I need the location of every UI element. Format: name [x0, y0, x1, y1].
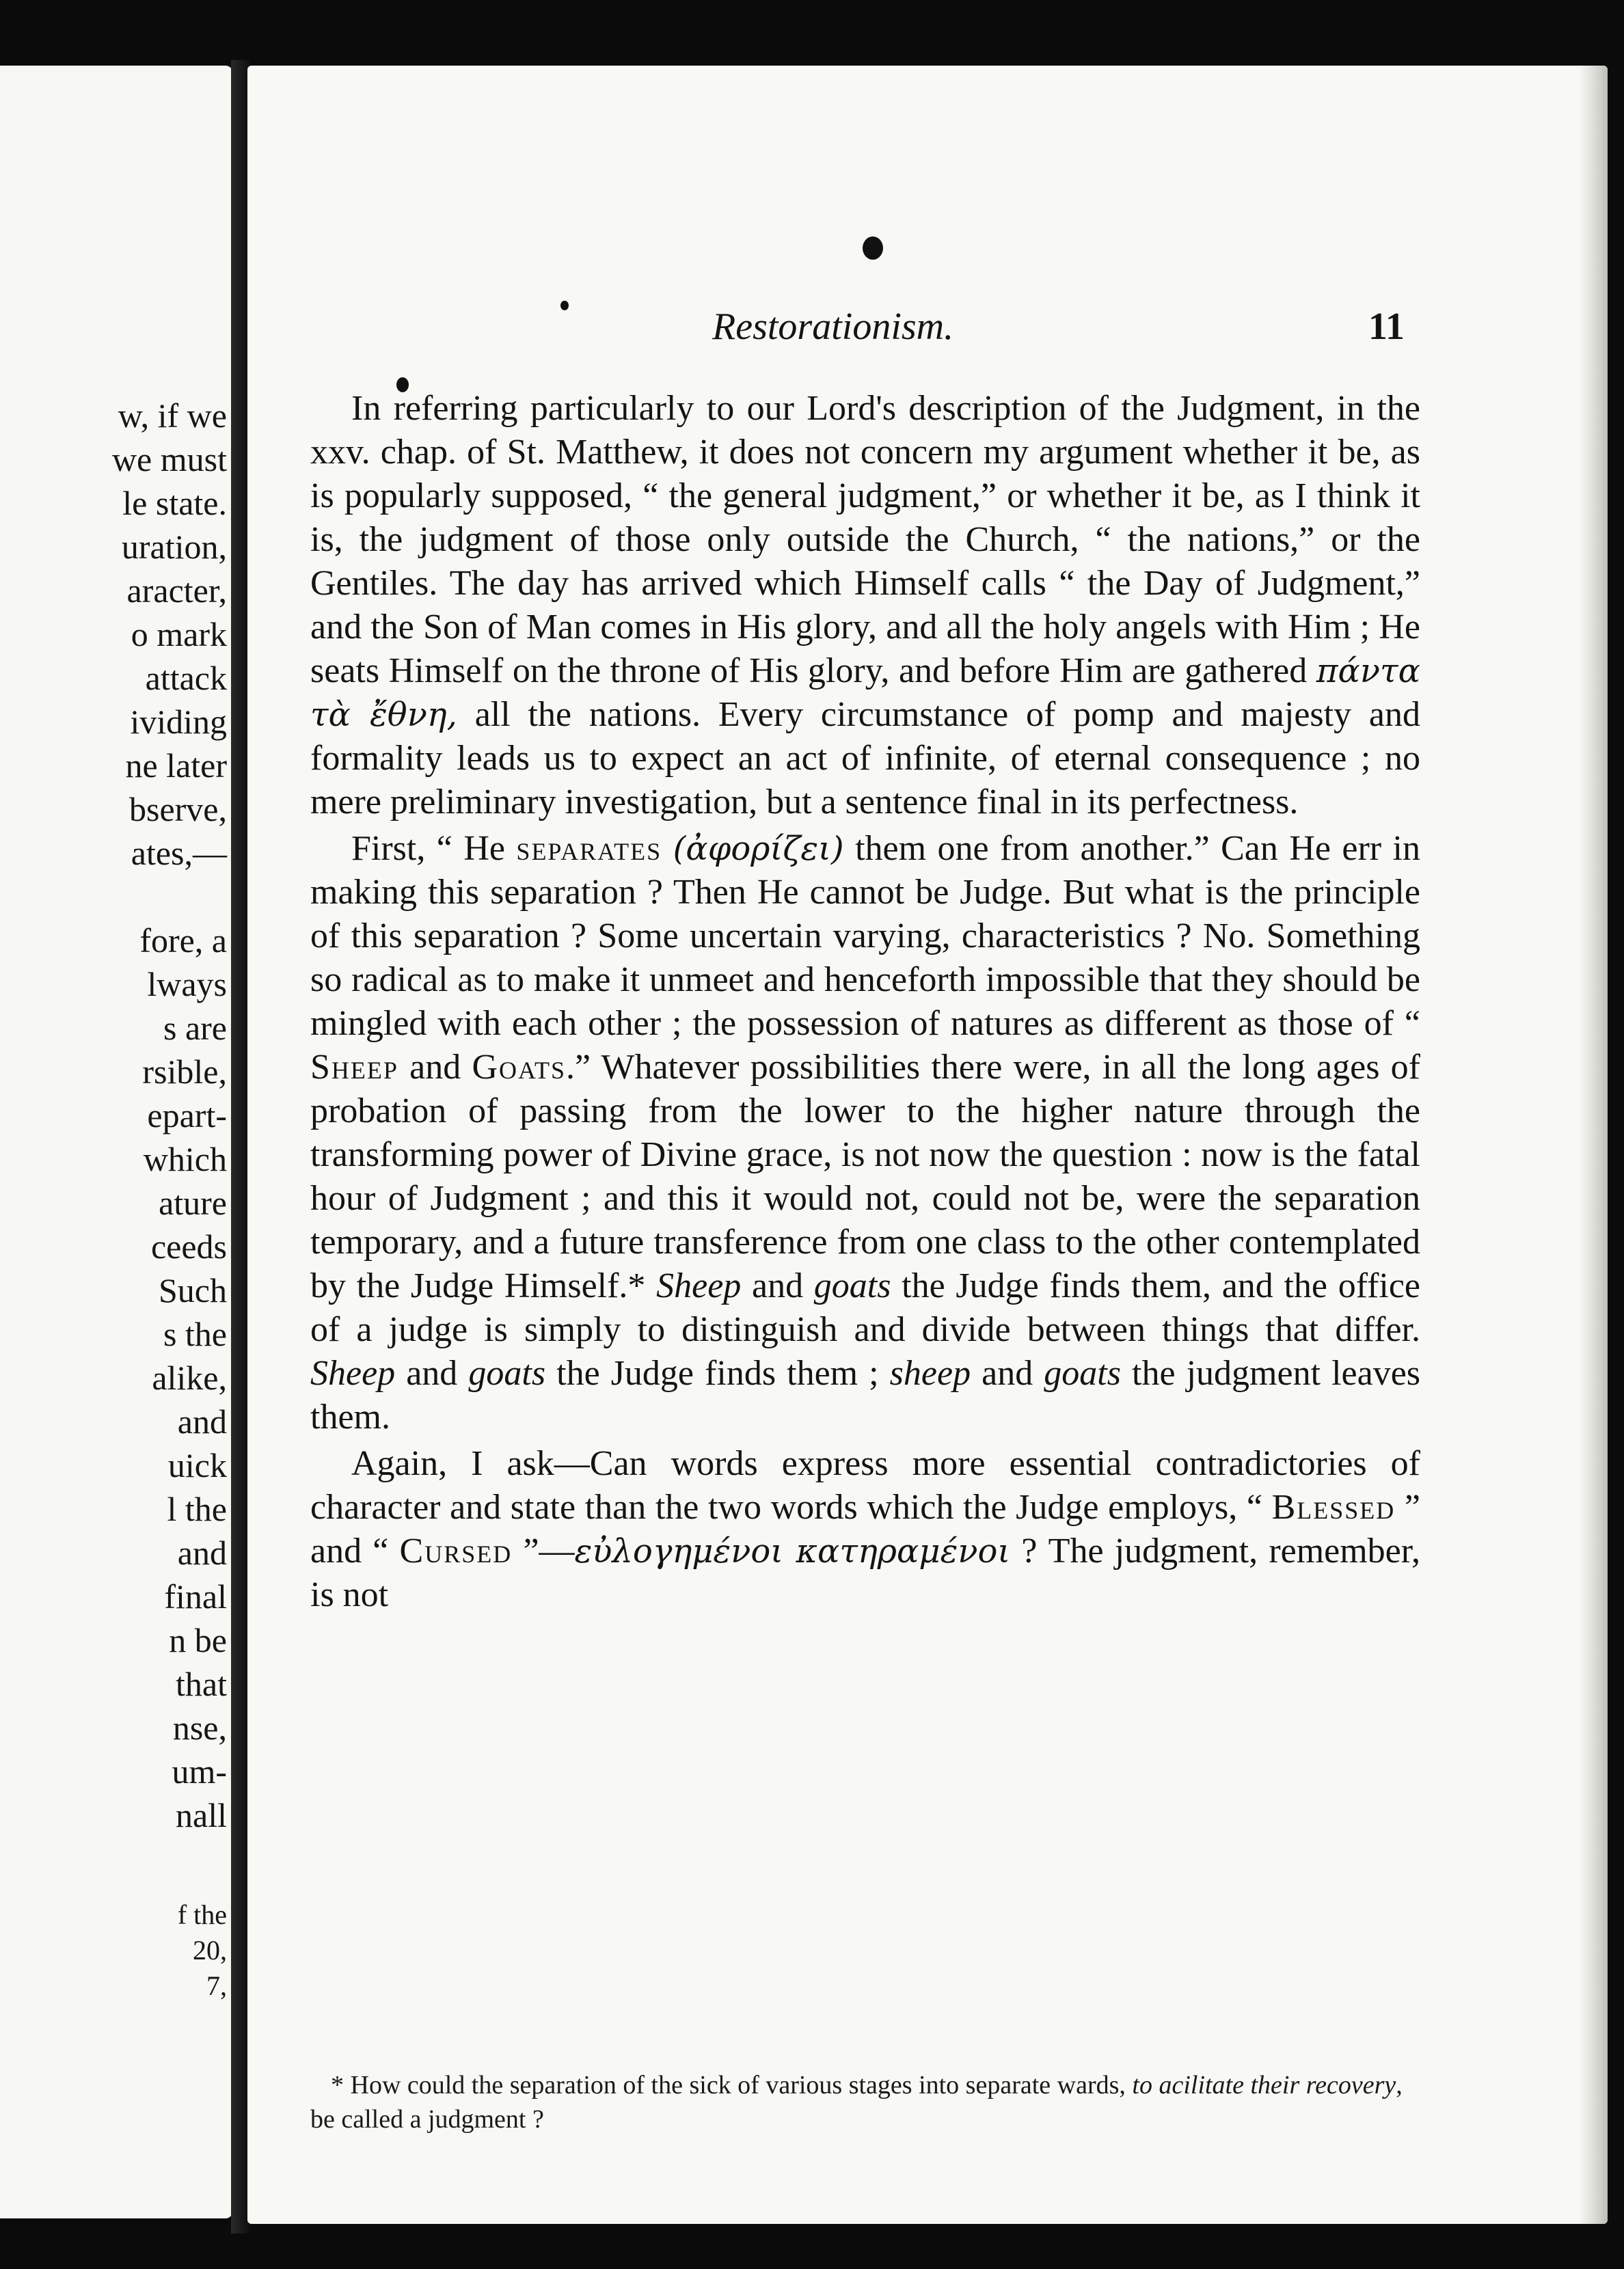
left-page-line: ividing	[130, 703, 227, 741]
left-page-line: s are	[163, 1009, 227, 1047]
left-page-line: final	[164, 1577, 227, 1616]
text-run: and	[398, 1048, 472, 1087]
left-page-line: l the	[167, 1490, 227, 1528]
left-page-line: rsible,	[142, 1052, 227, 1091]
text-run: ” and “	[310, 1488, 1420, 1571]
small-caps-word: Cursed	[399, 1532, 513, 1571]
left-page-footnote-line: f the	[177, 1899, 227, 1930]
ink-spot	[560, 301, 569, 310]
small-caps-word: Goats	[472, 1048, 567, 1087]
left-page-line: o mark	[131, 615, 227, 653]
greek-phrase: (ἀφορίζει)	[673, 830, 844, 868]
left-page-line: fore, a	[139, 921, 227, 960]
text-run: them one from another.” Can He err in making this separation ? Then He cannot be Judge. But what is the principle of this separation ? Some uncertain varying, characteristics ? No. Something so radical as to make it unmeet and henceforth impossible that they should be mingled with each other ; the possession of natures as different as those of “	[310, 829, 1421, 1043]
right-page	[247, 66, 1608, 2224]
paragraph-2	[310, 827, 1420, 1439]
left-page-line: ature	[159, 1184, 227, 1222]
text-run: and	[741, 1266, 814, 1305]
paragraph-1-tail: all the nations. Every circumstance of pomp and majesty and formality leads us to expect an act of infinite, of eternal consequence ; no mere preliminary investigation, but a sentence final in its perfectness.	[310, 695, 1420, 821]
italic-word: sheep	[889, 1354, 971, 1393]
left-page-line: um-	[172, 1752, 227, 1791]
greek-phrase: εὐλογημένοι κατηραμένοι	[574, 1532, 1011, 1571]
left-page-line: uick	[167, 1446, 227, 1484]
left-page-line: Such	[159, 1271, 227, 1309]
text-run: First, “ He	[351, 829, 517, 868]
body-text	[310, 387, 1420, 1620]
italic-word: goats	[813, 1266, 891, 1305]
left-page-line: uration,	[121, 528, 227, 566]
left-page-line: ceeds	[150, 1227, 227, 1266]
text-run: ? The judgment, remember, is not	[310, 1532, 1420, 1614]
left-page-line: alike,	[152, 1359, 227, 1397]
left-page-footnote-line: 7,	[206, 1970, 227, 2001]
left-page-line: lways	[147, 965, 227, 1003]
text-run: .” Whatever possibilities there were, in all the long ages of probation of passing from the lower to the higher nature through the transforming power of Divine grace, is not now the question : now is the fatal hour of Judgment ; and this it would not, could not be, were the separation temporary, and a future transference from one class to the other contemplated by the Judge Himself.*	[310, 1048, 1420, 1305]
paragraph-1	[310, 387, 1420, 824]
text-run: Again, I ask—Can words express more essential contradictories of character and state than the two words which the Judge employs, “	[310, 1444, 1420, 1527]
left-page	[0, 66, 232, 2218]
left-page-line: ates,—	[131, 834, 227, 872]
footnote-text: * How could the separation of the sick of various stages into separate wards,	[331, 2071, 1133, 2100]
footnote	[310, 2068, 1420, 2136]
paragraph-1-text: In referring particularly to our Lord's description of the Judgment, in the xxv. chap. of St. Matthew, it does not concern my argument whether it be, as is popularly supposed, “ the general judgment,” or whether it be, as I think it is, the judgment of those only outside the Church, “ the nations,” or the Gentiles. The day has arrived which Himself calls “ the Day of Judgment,” and the Son of Man comes in His glory, and all the holy angels with Him ; He seats Himself on the throne of His glory, and before Him are gathered	[310, 389, 1420, 690]
left-page-line: attack	[145, 659, 227, 697]
left-page-line: and	[177, 1534, 227, 1572]
left-page-line: w, if we	[118, 396, 227, 435]
page-edge-shading	[1579, 66, 1608, 2224]
left-page-line: aracter,	[126, 571, 227, 610]
paragraph-3	[310, 1442, 1420, 1617]
text-run: and	[971, 1354, 1044, 1393]
italic-word: goats	[1044, 1354, 1121, 1393]
italic-word: goats	[468, 1354, 546, 1393]
running-head: Restorationism.	[712, 305, 954, 348]
italic-word: Sheep	[656, 1266, 742, 1305]
left-page-line: ne later	[125, 746, 227, 785]
footnote-text: , be called a judgment ?	[310, 2071, 1403, 2134]
small-caps-word: separates	[516, 829, 662, 868]
left-page-line: and	[177, 1402, 227, 1441]
left-page-line: n be	[169, 1621, 227, 1659]
left-page-line: le state.	[122, 484, 227, 522]
page-number: 11	[1368, 305, 1405, 348]
left-page-line: which	[143, 1140, 227, 1178]
text-run: and	[395, 1354, 469, 1393]
left-page-footnote-line: 20,	[193, 1935, 227, 1966]
text-run: the Judge finds them, and the office of a judge is simply to distinguish and divide between things that differ.	[310, 1266, 1420, 1349]
text-run: the judgment leaves them.	[310, 1354, 1421, 1437]
left-page-line: nall	[176, 1796, 227, 1834]
left-page-line: nse,	[172, 1709, 227, 1747]
left-page-line: bserve,	[129, 790, 227, 828]
left-page-line: we must	[111, 440, 227, 478]
italic-word: Sheep	[310, 1354, 396, 1393]
footnote-italic: to acilitate their recovery	[1132, 2071, 1396, 2100]
ink-spot	[863, 236, 883, 260]
text-run: ”—	[512, 1532, 575, 1571]
small-caps-word: Blessed	[1271, 1488, 1396, 1527]
left-page-line: epart-	[147, 1096, 227, 1134]
text-run: the Judge finds them ;	[545, 1354, 890, 1393]
left-page-line: s the	[163, 1315, 227, 1353]
left-page-line: that	[176, 1665, 227, 1703]
small-caps-word: Sheep	[310, 1048, 398, 1087]
greek-phrase: πάντα τὰ ἔθνη,	[310, 652, 1421, 734]
